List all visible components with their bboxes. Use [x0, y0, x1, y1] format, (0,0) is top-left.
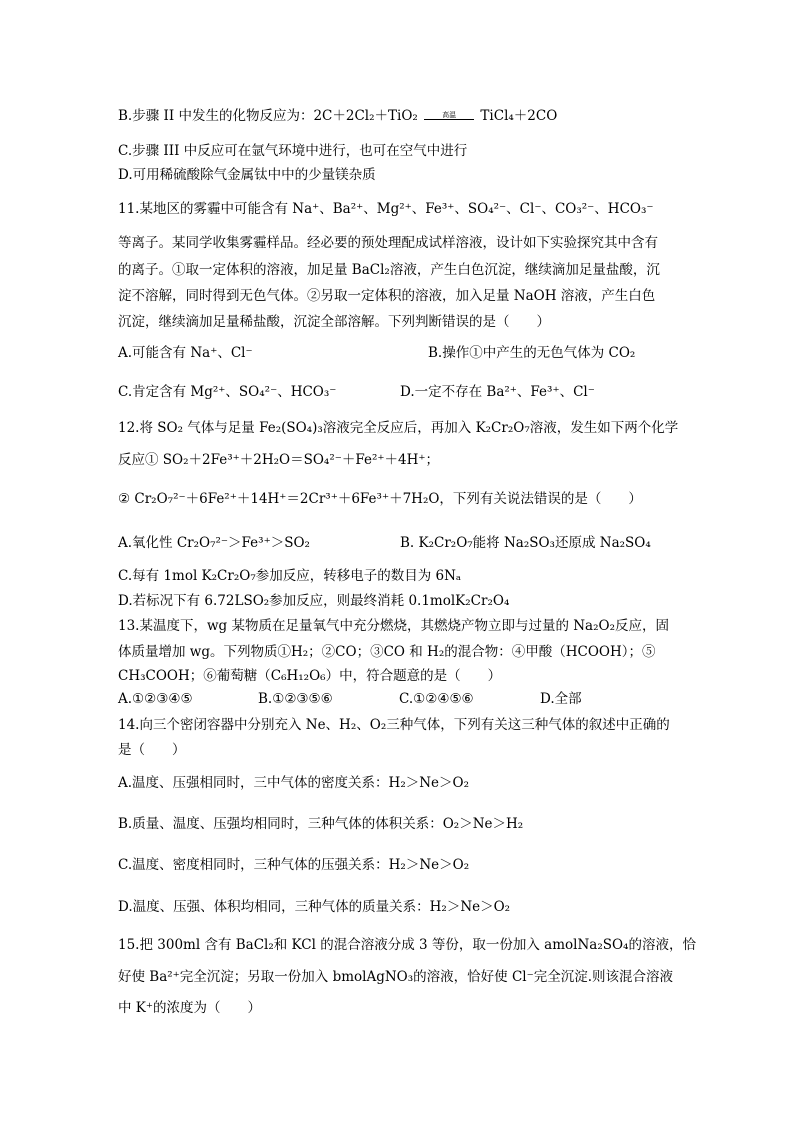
- q12-option-d: D.若标况下有 6.72LSO₂参加反应，则最终消耗 0.1molK₂Cr₂O₄: [118, 593, 510, 609]
- q13-line-1: 13.某温度下，wg 某物质在足量氧气中充分燃烧，其燃烧产物立即与过量的 Na₂O₂反应，固: [118, 618, 670, 634]
- q14-line-1: 14.向三个密闭容器中分别充入 Ne、H₂、O₂三种气体，下列有关这三种气体的叙述中正确的: [118, 717, 670, 733]
- q14-option-a: A.温度、压强相同时，三中气体的密度关系：H₂＞Ne＞O₂: [118, 775, 470, 791]
- q15-line-1: 15.把 300ml 含有 BaCl₂和 KCl 的混合溶液分成 3 等份，取一份加入 amolNa₂SO₄的溶液，恰: [118, 937, 696, 953]
- q11-line-1: 11.某地区的雾霾中可能含有 Na⁺、Ba²⁺、Mg²⁺、Fe³⁺、SO₄²⁻、Cl⁻、CO₃²⁻、HCO₃⁻: [118, 201, 654, 217]
- q14-option-c: C.温度、密度相同时，三种气体的压强关系：H₂＞Ne＞O₂: [118, 857, 470, 873]
- q11-line-3: 的离子。①取一定体积的溶液，加足量 BaCl₂溶液，产生白色沉淀，继续滴加足量盐酸，沉: [118, 262, 660, 278]
- q12-option-b: B. K₂Cr₂O₇能将 Na₂SO₃还原成 Na₂SO₄: [400, 535, 651, 551]
- q10-option-b: [118, 107, 557, 125]
- q10-option-c: C.步骤 III 中反应可在氩气环境中进行，也可在空气中进行: [118, 143, 468, 159]
- reaction-arrow: [424, 110, 474, 124]
- q10-b-products: TiCl₄＋2CO: [480, 108, 558, 124]
- q14-line-2: 是（ ）: [118, 742, 186, 758]
- q11-line-4: 淀不溶解，同时得到无色气体。②另取一定体积的溶液，加入足量 NaOH 溶液，产生白色: [118, 288, 656, 304]
- q13-option-c: C.①②④⑤⑥: [399, 691, 474, 707]
- q14-option-b: B.质量、温度、压强均相同时，三种气体的体积关系：O₂＞Ne＞H₂: [118, 816, 524, 832]
- q15-line-2: 好使 Ba²⁺完全沉淀；另取一份加入 bmolAgNO₃的溶液，恰好使 Cl⁻完全沉淀.则该混合溶液: [118, 969, 674, 985]
- q11-line-2: 等离子。某同学收集雾霾样品。经必要的预处理配成试样溶液，设计如下实验探究其中含有: [118, 235, 658, 251]
- q13-line-2: 体质量增加 wg。下列物质①H₂；②CO；③CO 和 H₂的混合物：④甲酸（HCOOH）；⑤: [118, 644, 656, 660]
- q13-line-3: CH₃COOH；⑥葡萄糖（C₆H₁₂O₆）中，符合题意的是（ ）: [118, 668, 502, 684]
- q11-option-c: C.肯定含有 Mg²⁺、SO₄²⁻、HCO₃⁻: [118, 384, 337, 400]
- q12-line-2: 反应① SO₂＋2Fe³⁺＋2H₂O＝SO₄²⁻＋Fe²⁺＋4H⁺；: [118, 452, 440, 468]
- q13-option-d: D.全部: [540, 691, 582, 707]
- q12-line-3: ② Cr₂O₇²⁻＋6Fe²⁺＋14H⁺＝2Cr³⁺＋6Fe³⁺＋7H₂O，下列有关说法错误的是（ ）: [118, 491, 642, 507]
- q12-option-c: C.每有 1mol K₂Cr₂O₇参加反应，转移电子的数目为 6Nₐ: [118, 568, 462, 584]
- q13-option-b: B.①②③⑤⑥: [258, 691, 333, 707]
- q13-option-a: A.①②③④⑤: [118, 691, 193, 707]
- q15-line-3: 中 K⁺的浓度为（ ）: [118, 1000, 262, 1016]
- q12-option-a: A.氧化性 Cr₂O₇²⁻＞Fe³⁺＞SO₂: [118, 535, 310, 551]
- q10-b-text: B.步骤 II 中发生的化物反应为：2C＋2Cl₂＋TiO₂: [118, 108, 418, 124]
- q11-option-a: A.可能含有 Na⁺、Cl⁻: [118, 345, 253, 361]
- q11-option-b: B.操作①中产生的无色气体为 CO₂: [428, 345, 636, 361]
- q11-option-d: D.一定不存在 Ba²⁺、Fe³⁺、Cl⁻: [400, 384, 595, 400]
- q11-line-5: 沉淀，继续滴加足量稀盐酸，沉淀全部溶解。下列判断错误的是（ ）: [118, 314, 550, 330]
- reaction-condition: 高温: [442, 110, 457, 119]
- q12-line-1: 12.将 SO₂ 气体与足量 Fe₂(SO₄)₃溶液完全反应后，再加入 K₂Cr₂O₇溶液，发生如下两个化学: [118, 420, 679, 436]
- q10-option-d: D.可用稀硫酸除气金属钛中中的少量镁杂质: [118, 167, 376, 183]
- q14-option-d: D.温度、压强、体积均相同，三种气体的质量关系：H₂＞Ne＞O₂: [118, 899, 511, 915]
